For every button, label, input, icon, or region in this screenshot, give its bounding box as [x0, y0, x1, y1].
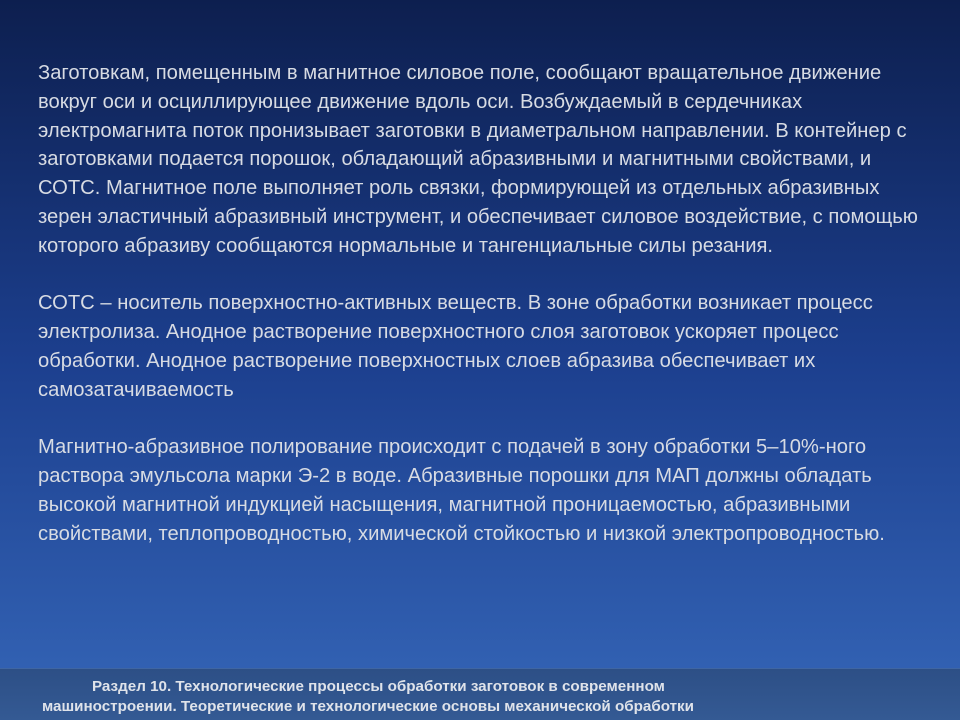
footer-line-1: Раздел 10. Технологические процессы обработки заготовок в современном: [92, 678, 665, 695]
slide-body: [38, 59, 938, 549]
paragraph-magnetic-field: Заготовкам, помещенным в магнитное силовое поле, сообщают вращательное движение вокруг оси и осциллирующее движение вдоль оси. Возбуждаемый в сердечниках электромагнита поток пронизывает заготовки в диаметральном направлении. В контейнер с заготовками подается порошок, обладающий абразивными и магнитными свойствами, и СОТС. Магнитное поле выполняет роль связки, формирующей из отдельных абразивных зерен эластичный абразивный инструмент, и обеспечивает силовое воздействие, с помощью которого абразиву сообщаются нормальные и тангенциальные силы резания.: [38, 62, 918, 257]
paragraph-map-polishing: Магнитно-абразивное полирование происходит с подачей в зону обработки 5–10%-ного раствора эмульсола марки Э-2 в воде. Абразивные порошки для МАП должны обладать высокой магнитной индукцией насыщения, магнитной проницаемостью, абразивными свойствами, теплопроводностью, химической стойкостью и низкой электропроводностью.: [38, 436, 885, 545]
footer-line-2: машиностроении. Теоретические и технологические основы механической обработки: [42, 698, 694, 715]
paragraph-sots: СОТС – носитель поверхностно-активных веществ. В зоне обработки возникает процесс электролиза. Анодное растворение поверхностного слоя заготовок ускоряет процесс обработки. Анодное растворение поверхностных слоев абразива обеспечивает их самозатачиваемость: [38, 292, 873, 401]
footer-section-title: [0, 677, 960, 717]
slide-footer: [0, 668, 960, 720]
